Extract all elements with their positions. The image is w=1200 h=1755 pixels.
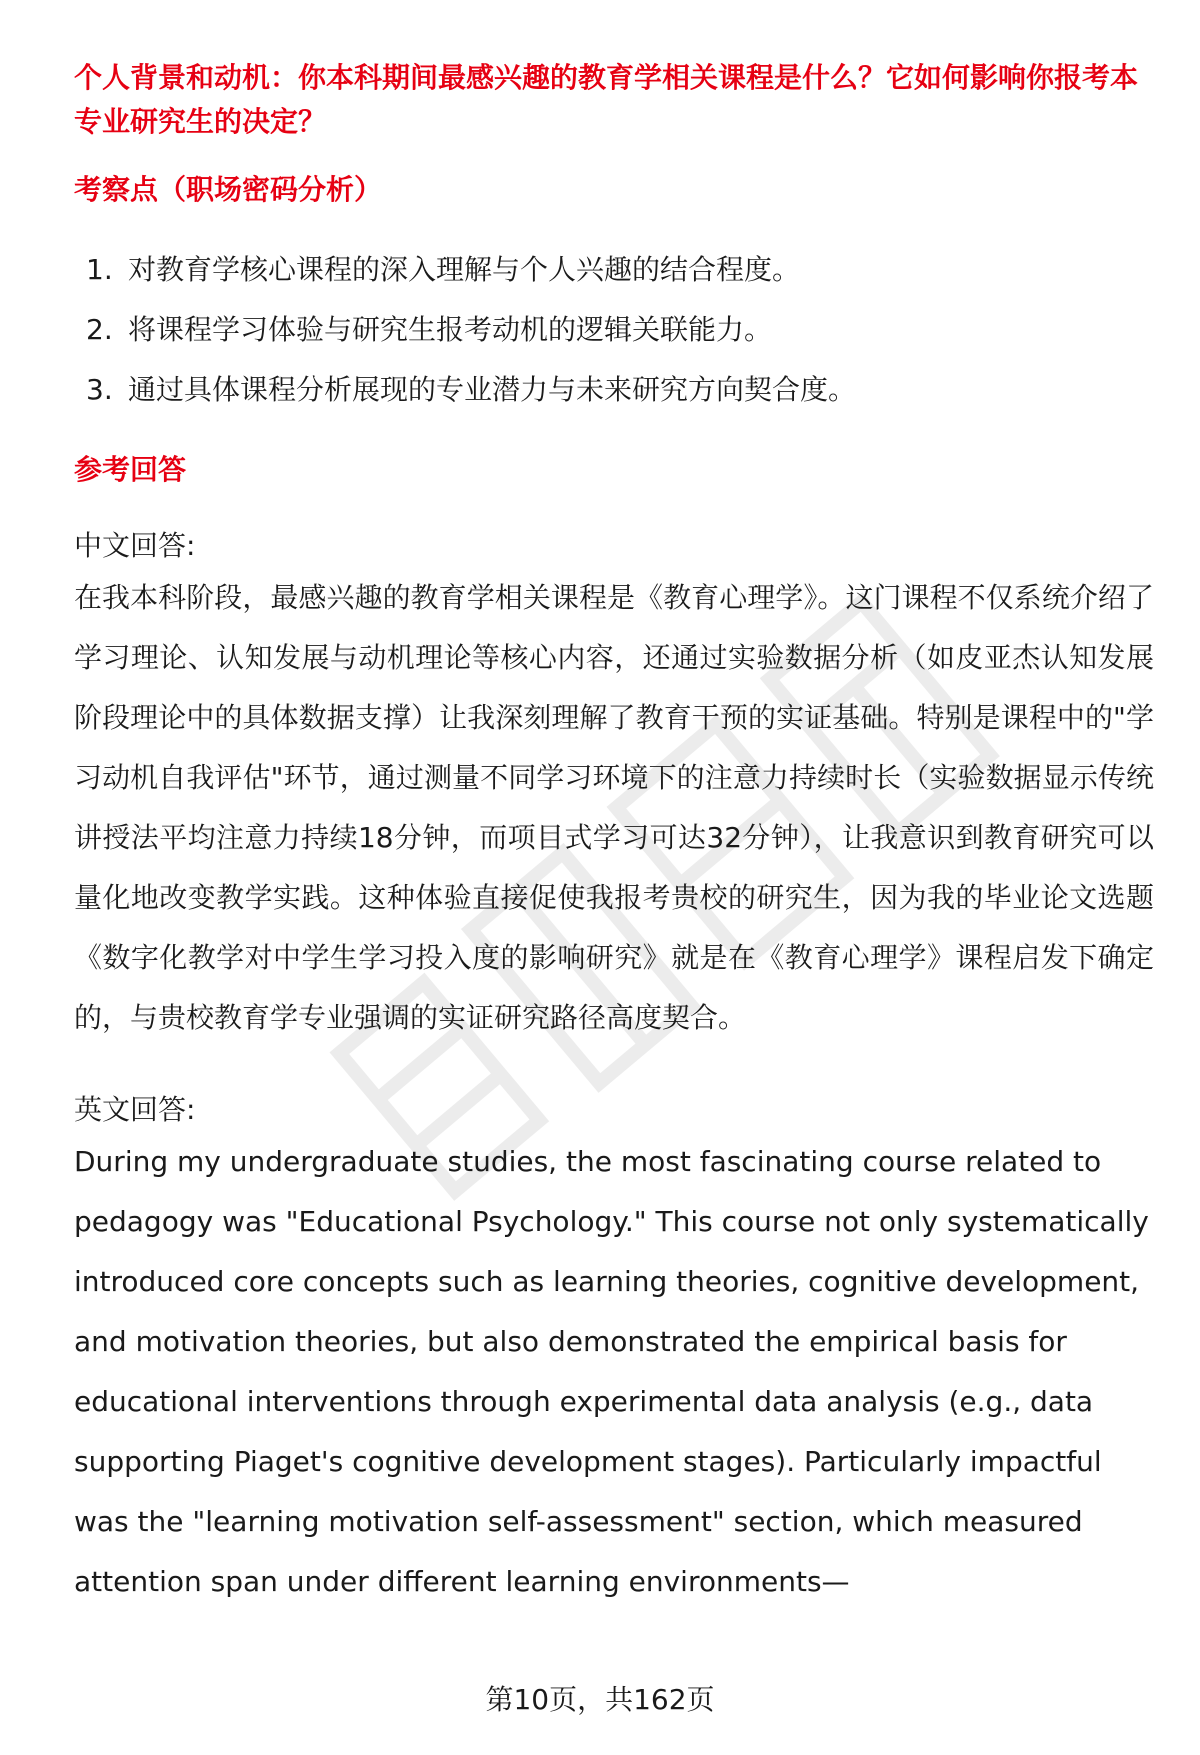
assessment-heading: 考察点（职场密码分析） bbox=[74, 173, 383, 206]
page-number-footer: 第10页，共162页 bbox=[485, 1683, 715, 1716]
english-answer-text: During my undergraduate studies, the most fascinating course related to pedagogy was "Educational Psychology." This course not only systematically introduced core concepts such as learning theories, cognitive development, and motivation theories, but also demonstrated the empirical basis for educational interventions through experimental data analysis (e.g., data supporting Piaget's cognitive development stages). Particularly impactful was the "learning motivation self-assessment" section, which measured attention span under different learning environments— bbox=[74, 1145, 1149, 1598]
list-item bbox=[74, 360, 1154, 420]
list-item-text: 通过具体课程分析展现的专业潜力与未来研究方向契合度。 bbox=[128, 373, 857, 406]
question-title: 个人背景和动机：你本科期间最感兴趣的教育学相关课程是什么？它如何影响你报考本专业研究生的决定？ bbox=[74, 61, 1139, 138]
list-item-text: 将课程学习体验与研究生报考动机的逻辑关联能力。 bbox=[128, 313, 773, 346]
list-item-number: 2. bbox=[86, 313, 113, 346]
chinese-answer-label: 中文回答: bbox=[74, 529, 196, 562]
assessment-list bbox=[74, 240, 1154, 420]
english-answer-label: 英文回答: bbox=[74, 1093, 196, 1126]
list-item-number: 1. bbox=[86, 253, 113, 286]
list-item bbox=[74, 240, 1154, 300]
chinese-answer-text: 在我本科阶段，最感兴趣的教育学相关课程是《教育心理学》。这门课程不仅系统介绍了学习理论、认知发展与动机理论等核心内容，还通过实验数据分析（如皮亚杰认知发展阶段理论中的具体数据支撑）让我深刻理解了教育干预的实证基础。特别是课程中的"学习动机自我评估"环节，通过测量不同学习环境下的注意力持续时长（实验数据显示传统讲授法平均注意力持续18分钟，而项目式学习可达32分钟），让我意识到教育研究可以量化地改变教学实践。这种体验直接促使我报考贵校的研究生，因为我的毕业论文选题《数字化教学对中学生学习投入度的影响研究》就是在《教育心理学》课程启发下确定的，与贵校教育学专业强调的实证研究路径高度契合。 bbox=[74, 581, 1154, 1034]
list-item-text: 对教育学核心课程的深入理解与个人兴趣的结合程度。 bbox=[128, 253, 801, 286]
list-item bbox=[74, 300, 1154, 360]
answer-heading: 参考回答 bbox=[74, 453, 187, 486]
document-page bbox=[74, 56, 1154, 1612]
list-item-number: 3. bbox=[86, 373, 113, 406]
